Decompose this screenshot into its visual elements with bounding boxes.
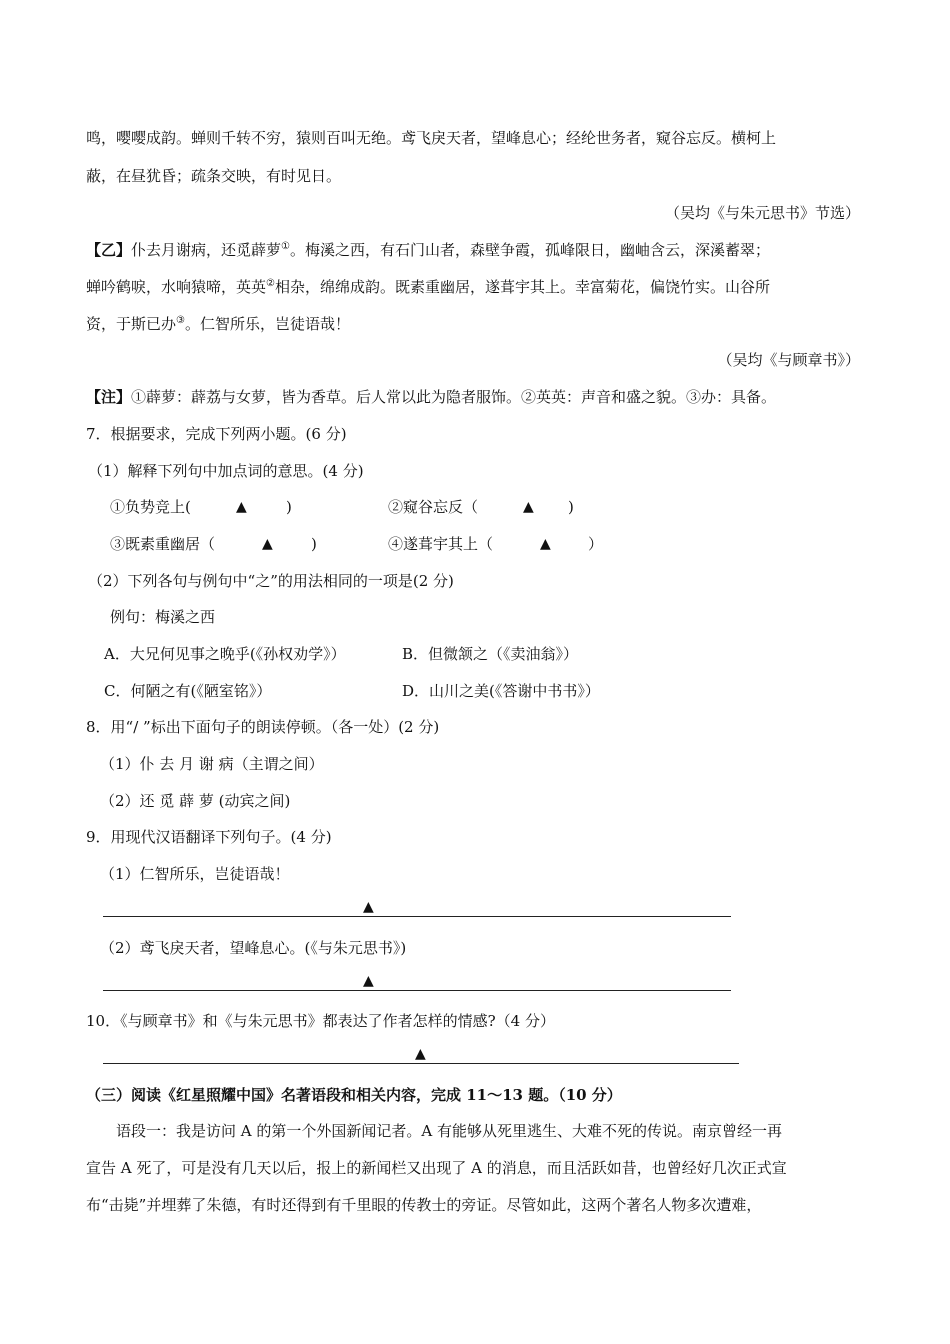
q7-item-3: ③既素重幽居（ (110, 535, 216, 553)
footnote-mark-3: ③ (176, 315, 185, 326)
q9-title: 9．用现代汉语翻译下列句子。(4 分) (86, 828, 332, 846)
q7-sub1: （1）解释下列句中加点词的意思。(4 分) (88, 462, 364, 480)
q7-item-3-close: ) (311, 535, 317, 553)
answer-mark-q9-2[interactable]: ▲ (363, 973, 374, 989)
q7-sub2: （2）下列各句与例句中“之”的用法相同的一项是(2 分) (88, 572, 454, 590)
q7-example: 例句：梅溪之西 (110, 608, 216, 626)
q7-option-b: B．但微颔之（《卖油翁》） (402, 645, 579, 663)
footnote-mark-1: ① (281, 241, 290, 252)
notes-label: 【注】 (86, 388, 132, 406)
q7-item-4: ④遂葺宇其上（ (388, 535, 494, 553)
footnote-mark-2: ② (266, 278, 275, 289)
answer-mark-q7-1[interactable]: ▲ (236, 499, 247, 515)
q8-item-2: （2）还 觅 薜 萝 (动宾之间) (100, 792, 291, 810)
passage-yi-line-1: 【乙】仆去月谢病，还觅薜萝①。梅溪之西，有石门山者，森壁争霞，孤峰限日，幽岫含云，深溪蓄翠； (86, 241, 771, 259)
passage-yi-source: （吴均《与顾章书》） (717, 351, 860, 369)
q7-item-1-close: ) (286, 498, 292, 516)
section3-para-line-1: 语段一：我是访问 A 的第一个外国新闻记者。A 有能够从死里逃生、大难不死的传说。南京曾经一再 (116, 1122, 782, 1140)
section3-title: （三）阅读《红星照耀中国》名著语段和相关内容，完成 11～13 题。（10 分） (86, 1086, 622, 1104)
section3-para-line-3: 布“击毙”并埋葬了朱德，有时还得到有千里眼的传教士的旁证。尽管如此，这两个著名人物多次遭难， (86, 1196, 762, 1214)
answer-mark-q9-1[interactable]: ▲ (363, 899, 374, 915)
q9-item-2: （2）鸢飞戾天者，望峰息心。(《与朱元思书》) (100, 939, 407, 957)
answer-mark-q10[interactable]: ▲ (415, 1046, 426, 1062)
q10-title: 10．《与顾章书》和《与朱元思书》都表达了作者怎样的情感?（4 分） (86, 1012, 555, 1030)
notes-text: ①薜萝：薜荔与女萝，皆为香草。后人常以此为隐者服饰。②英英：声音和盛之貌。③办：具备。 (131, 388, 777, 406)
q7-title: 7．根据要求，完成下列两小题。(6 分) (86, 425, 347, 443)
q7-option-a: A．大兄何见事之晚乎(《孙权劝学》） (104, 645, 346, 663)
section3-para-line-2: 宣告 A 死了，可是没有几天以后，报上的新闻栏又出现了 A 的消息，而且活跃如昔，也曾经好几次正式宣 (86, 1159, 787, 1177)
answer-mark-q7-2[interactable]: ▲ (523, 499, 534, 515)
q7-item-1: ①负势竞上( (110, 498, 191, 516)
answer-line-q10[interactable] (103, 1063, 739, 1064)
q8-title: 8．用“/ ”标出下面句子的朗读停顿。（各一处）(2 分) (86, 718, 440, 736)
passage-yi-label: 【乙】 (86, 241, 132, 259)
passage-jia-source: （吴均《与朱元思书》节选） (664, 204, 860, 222)
q8-item-1: （1）仆 去 月 谢 病（主谓之间） (100, 755, 324, 773)
q7-item-2: ②窥谷忘反（ (388, 498, 479, 516)
q7-option-d: D．山川之美(《答谢中书书》） (402, 682, 600, 700)
answer-line-q9-2[interactable] (103, 990, 731, 991)
passage-jia-line-1: 鸣，嘤嘤成韵。蝉则千转不穷，猿则百叫无绝。鸢飞戾天者，望峰息心；经纶世务者，窥谷忘反。横柯上 (86, 129, 777, 147)
answer-mark-q7-3[interactable]: ▲ (262, 536, 273, 552)
q9-item-1: （1）仁智所乐，岂徒语哉！ (100, 865, 290, 883)
notes (86, 387, 776, 407)
q7-item-2-close: ) (568, 498, 574, 516)
passage-yi-line-3: 资，于斯已办③。仁智所乐，岂徒语哉！ (86, 315, 350, 333)
q7-option-c: C．何陋之有(《陋室铭》） (104, 682, 272, 700)
answer-line-q9-1[interactable] (103, 916, 731, 917)
q7-item-4-close: ） (588, 535, 604, 553)
passage-jia-line-2: 蔽，在昼犹昏；疏条交映，有时见日。 (86, 167, 342, 185)
passage-yi-line-2: 蝉吟鹤唳，水响猿啼，英英②相杂，绵绵成韵。既素重幽居，遂葺宇其上。幸富菊花，偏饶竹实。山谷所 (86, 278, 770, 296)
answer-mark-q7-4[interactable]: ▲ (540, 536, 551, 552)
